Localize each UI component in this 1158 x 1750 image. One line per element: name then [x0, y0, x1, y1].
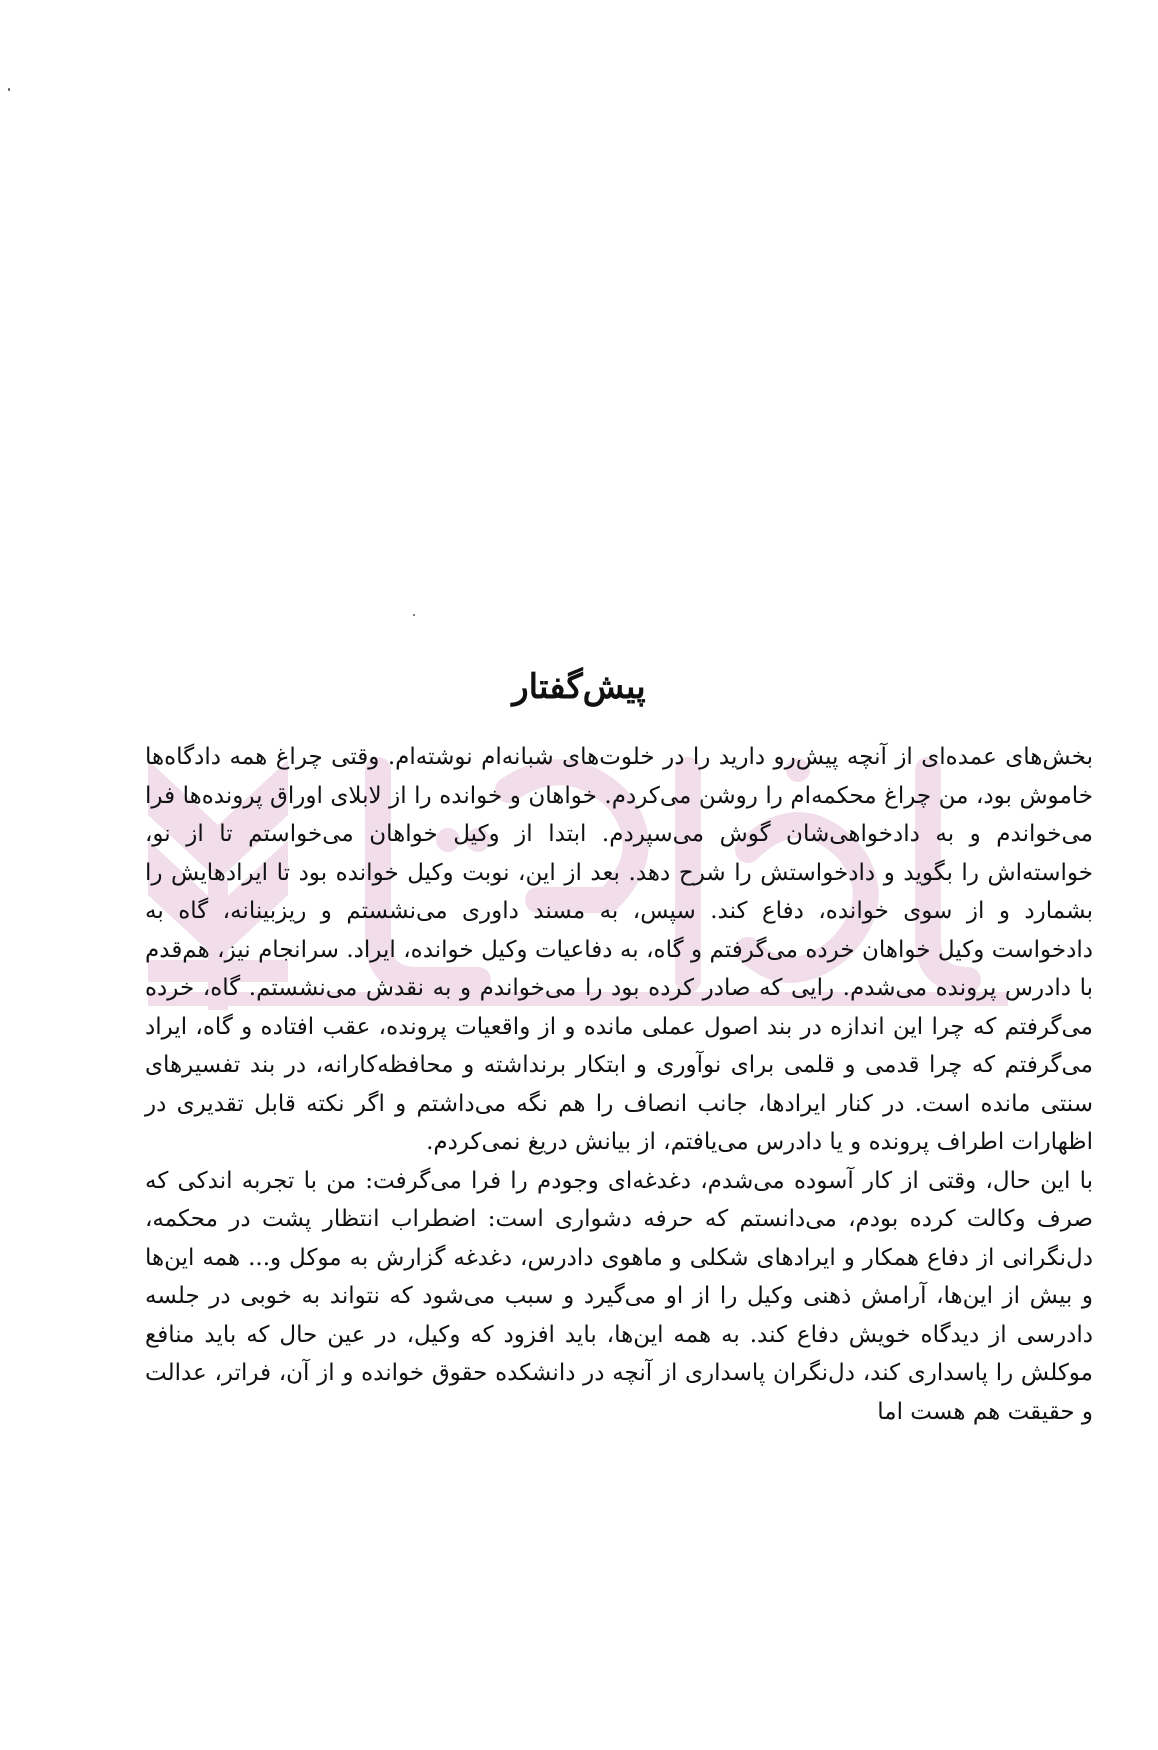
- scan-speck: [413, 614, 415, 616]
- page-title: پیش‌گفتار: [512, 666, 646, 707]
- body-text: [145, 738, 1093, 1431]
- paragraph: با این حال، وقتی از کار آسوده می‌شدم، دغدغه‌ای وجودم را فرا می‌گرفت: من با تجربه اندکی که صرف وکالت کرده بودم، می‌دانستم که حرفه دشواری است: اضطراب انتظار پشت در محکمه، دل‌نگرانی از دفاع همکار و ایرادهای شکلی و ماهوی دادرس، دغدغه گزارش به موکل و... همه این‌ها و بیش از این‌ها، آرامش ذهنی وکیل را از او می‌گیرد و سبب می‌شود که نتواند به خوبی در جلسه دادرسی از دیدگاه خویش دفاع کند. به همه این‌ها، باید افزود که وکیل، در عین حال که باید منافع موکلش را پاسداری کند، دل‌نگران پاسداری از آنچه در دانشکده حقوق خوانده و از آن، فراتر، عدالت و حقیقت هم هست اما: [145, 1167, 1093, 1425]
- scan-speck: [8, 88, 10, 91]
- paragraph: بخش‌های عمده‌ای از آنچه پیش‌رو دارید را در خلوت‌های شبانه‌ام نوشته‌ام. وقتی چراغ همه دادگاه‌ها خاموش بود، من چراغ محکمه‌ام را روشن می‌کردم. خواهان و خوانده را از لابلای اوراق پرونده‌ها فرا می‌خواندم و به دادخواهی‌شان گوش می‌سپردم. ابتدا از وکیل خواهان می‌خواستم تا از نو، خواسته‌اش را بگوید و دادخواستش را شرح دهد. بعد از این، نوبت وکیل خوانده بود تا ایرادهایش را بشمارد و از سوی خوانده، دفاع کند. سپس، به مسند داوری می‌نشستم و ریزبینانه، گاه به دادخواست وکیل خواهان خرده می‌گرفتم و گاه، به دفاعیات وکیل خوانده، ایراد. سرانجام نیز، هم‌قدم با دادرس پرونده می‌شدم. رایی که صادر کرده بود را می‌خواندم و به نقدش می‌نشستم. گاه، خرده می‌گرفتم که چرا این اندازه در بند اصول عملی مانده و از واقعیات پرونده، عقب افتاده و گاه، ایراد می‌گرفتم که چرا قدمی و قلمی برای نوآوری و ابتکار برنداشته و محافظه‌کارانه، در بند تفسیرهای سنتی مانده است. در کنار ایرادها، جانب انصاف را هم نگه می‌داشتم و اگر نکته قابل تقدیری در اظهارات اطراف پرونده و یا دادرس می‌یافتم، از بیانش دریغ نمی‌کردم.: [145, 744, 1093, 1155]
